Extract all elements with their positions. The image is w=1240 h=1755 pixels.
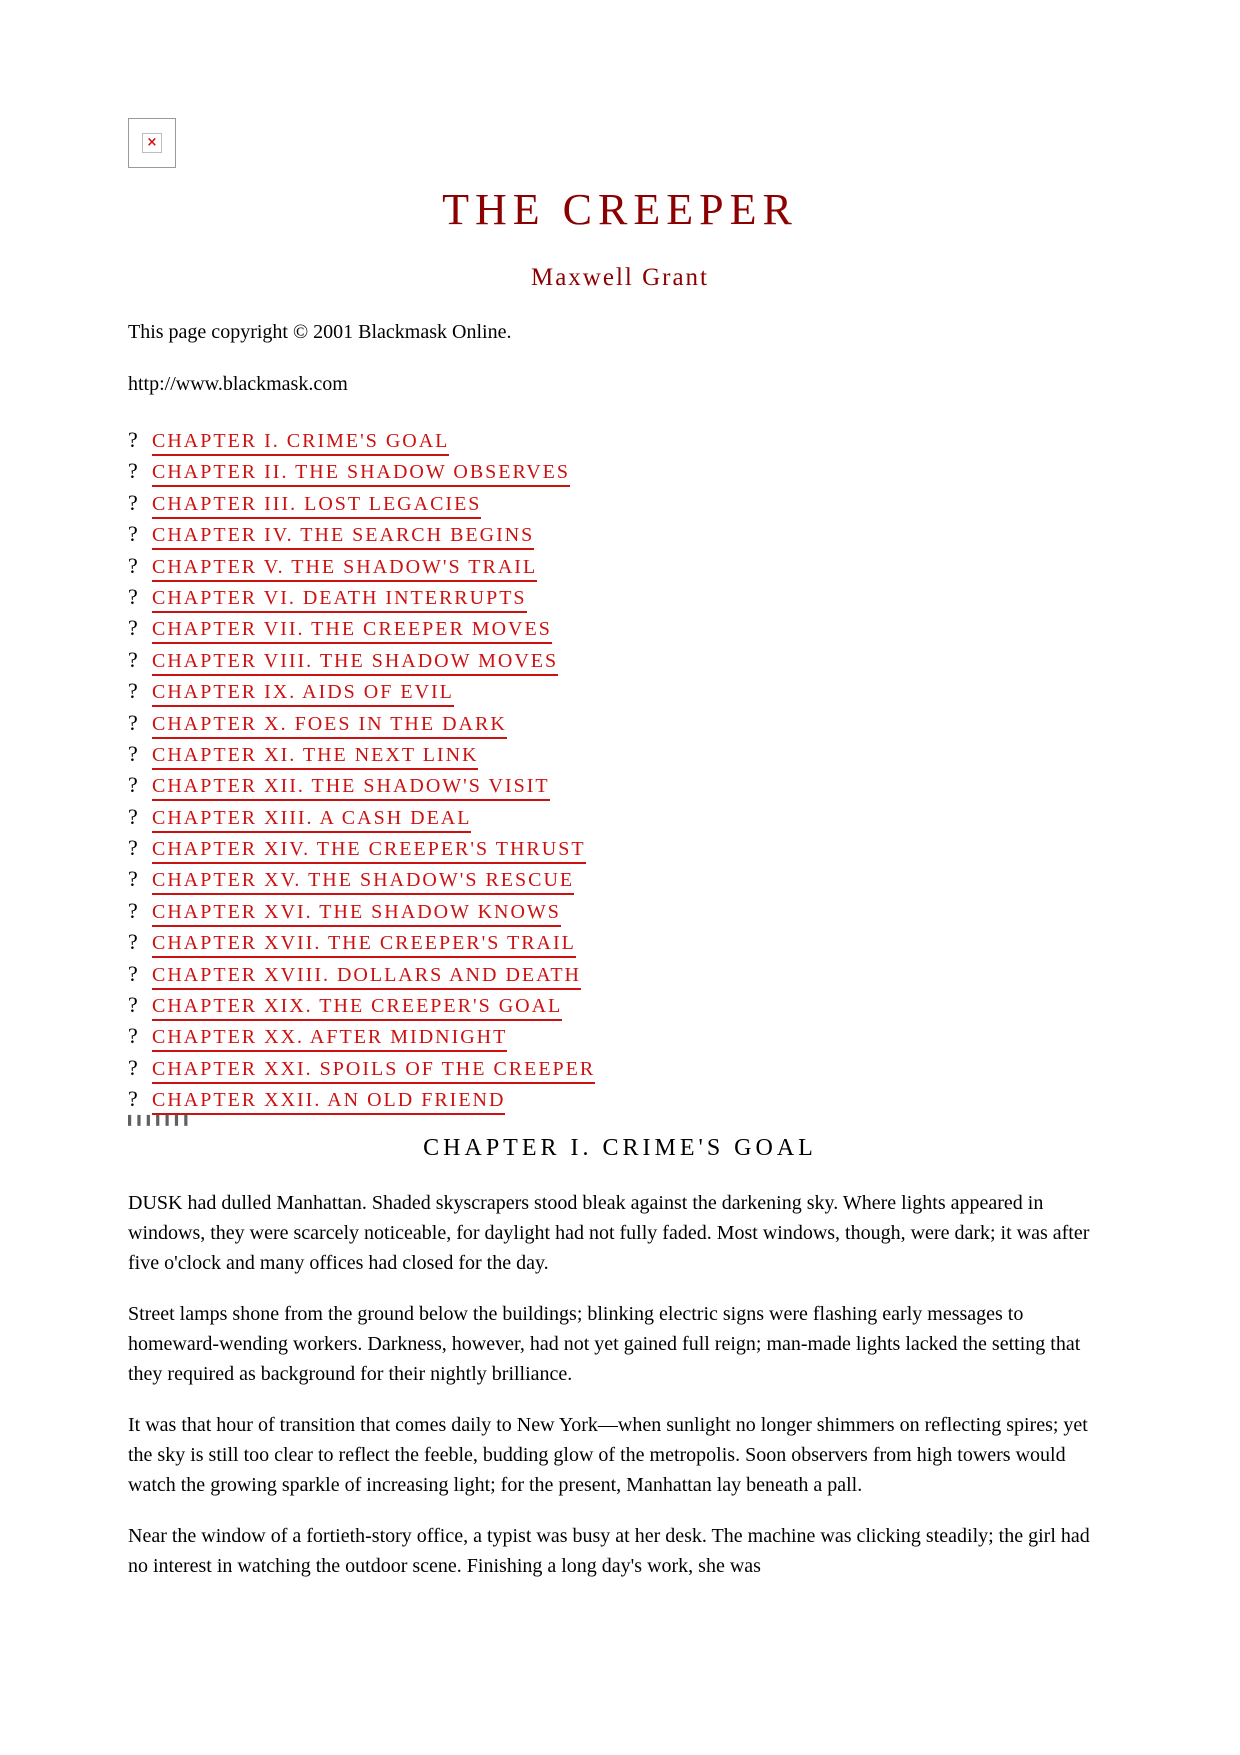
toc-item	[128, 520, 595, 551]
copyright-notice: This page copyright © 2001 Blackmask Online.	[128, 321, 512, 343]
toc-bullet: ?	[128, 646, 138, 672]
toc-chapter-link[interactable]: CHAPTER XVII. THE CREEPER'S TRAIL	[152, 932, 576, 958]
toc-bullet: ?	[128, 583, 138, 609]
toc-bullet: ?	[128, 929, 138, 955]
book-title: THE CREEPER	[442, 185, 798, 234]
chapter-body	[128, 1188, 1113, 1602]
toc-chapter-link[interactable]: CHAPTER XI. THE NEXT LINK	[152, 744, 478, 770]
toc-bullet: ?	[128, 427, 138, 452]
toc-chapter-link[interactable]: CHAPTER XIII. A CASH DEAL	[152, 807, 471, 833]
toc-item	[128, 960, 595, 991]
toc-chapter-link[interactable]: CHAPTER XVIII. DOLLARS AND DEATH	[152, 964, 581, 990]
toc-bullet: ?	[128, 521, 138, 547]
toc-item	[128, 1022, 595, 1053]
toc-bullet: ?	[128, 740, 138, 766]
toc-bullet: ?	[128, 1054, 138, 1080]
toc-chapter-link[interactable]: CHAPTER XIV. THE CREEPER'S THRUST	[152, 838, 586, 864]
site-url: http://www.blackmask.com	[128, 373, 348, 395]
toc-bullet: ?	[128, 1086, 138, 1112]
toc-chapter-link[interactable]: CHAPTER XXII. AN OLD FRIEND	[152, 1089, 505, 1115]
toc-item	[128, 1085, 595, 1116]
toc-chapter-link[interactable]: CHAPTER II. THE SHADOW OBSERVES	[152, 461, 570, 487]
toc-item	[128, 834, 595, 865]
body-paragraph: Street lamps shone from the ground below the buildings; blinking electric signs were flashing early messages to homeward-wending workers. Darkness, however, had not yet gained full reign; man-made lights lacked the setting that they required as background for their nightly brilliance.	[128, 1303, 1081, 1385]
toc-item	[128, 928, 595, 959]
toc-item	[128, 740, 595, 771]
toc-item	[128, 771, 595, 802]
toc-bullet: ?	[128, 960, 138, 986]
toc-chapter-link[interactable]: CHAPTER XVI. THE SHADOW KNOWS	[152, 901, 561, 927]
chapter-heading: CHAPTER I. CRIME'S GOAL	[423, 1135, 817, 1161]
toc-chapter-link[interactable]: CHAPTER V. THE SHADOW'S TRAIL	[152, 556, 537, 582]
table-of-contents	[128, 426, 595, 1117]
toc-chapter-link[interactable]: CHAPTER XIX. THE CREEPER'S GOAL	[152, 995, 562, 1021]
toc-bullet: ?	[128, 678, 138, 704]
toc-item	[128, 614, 595, 645]
toc-bullet: ?	[128, 1023, 138, 1049]
toc-bullet: ?	[128, 489, 138, 515]
broken-image-placeholder	[128, 118, 176, 168]
toc-bullet: ?	[128, 772, 138, 798]
toc-item	[128, 426, 595, 457]
toc-chapter-link[interactable]: CHAPTER IX. AIDS OF EVIL	[152, 681, 454, 707]
toc-item	[128, 677, 595, 708]
toc-bullet: ?	[128, 992, 138, 1018]
toc-chapter-link[interactable]: CHAPTER VIII. THE SHADOW MOVES	[152, 650, 558, 676]
toc-item	[128, 709, 595, 740]
toc-chapter-link[interactable]: CHAPTER VII. THE CREEPER MOVES	[152, 618, 552, 644]
clipped-text-fragment: ▌▌▌▌▌▌▌	[128, 1115, 194, 1125]
toc-chapter-link[interactable]: CHAPTER XX. AFTER MIDNIGHT	[152, 1026, 507, 1052]
toc-bullet: ?	[128, 615, 138, 641]
toc-bullet: ?	[128, 803, 138, 829]
toc-chapter-link[interactable]: CHAPTER VI. DEATH INTERRUPTS	[152, 587, 527, 613]
broken-image-icon: ×	[142, 133, 162, 153]
toc-bullet: ?	[128, 709, 138, 735]
toc-bullet: ?	[128, 835, 138, 861]
toc-chapter-link[interactable]: CHAPTER XXI. SPOILS OF THE CREEPER	[152, 1058, 595, 1084]
toc-item	[128, 897, 595, 928]
toc-item	[128, 457, 595, 488]
toc-item	[128, 991, 595, 1022]
toc-item	[128, 803, 595, 834]
toc-item	[128, 1054, 595, 1085]
toc-item	[128, 552, 595, 583]
toc-chapter-link[interactable]: CHAPTER X. FOES IN THE DARK	[152, 713, 507, 739]
toc-item	[128, 583, 595, 614]
toc-item	[128, 646, 595, 677]
toc-bullet: ?	[128, 552, 138, 578]
body-paragraph: It was that hour of transition that comes daily to New York—when sunlight no longer shimmers on reflecting spires; yet the sky is still too clear to reflect the feeble, budding glow of the metropolis. Soon observers from high towers would watch the growing sparkle of increasing light; for the present, Manhattan lay beneath a pall.	[128, 1414, 1088, 1496]
toc-chapter-link[interactable]: CHAPTER I. CRIME'S GOAL	[152, 430, 449, 456]
toc-chapter-link[interactable]: CHAPTER XV. THE SHADOW'S RESCUE	[152, 869, 574, 895]
toc-bullet: ?	[128, 897, 138, 923]
toc-chapter-link[interactable]: CHAPTER IV. THE SEARCH BEGINS	[152, 524, 534, 550]
toc-item	[128, 865, 595, 896]
book-author: Maxwell Grant	[530, 264, 710, 291]
body-paragraph: Near the window of a fortieth-story office, a typist was busy at her desk. The machine was clicking steadily; the girl had no interest in watching the outdoor scene. Finishing a long day's work, she was	[128, 1525, 1090, 1577]
toc-bullet: ?	[128, 866, 138, 892]
toc-chapter-link[interactable]: CHAPTER XII. THE SHADOW'S VISIT	[152, 775, 550, 801]
body-paragraph: DUSK had dulled Manhattan. Shaded skyscrapers stood bleak against the darkening sky. Where lights appeared in windows, they were scarcely noticeable, for daylight had not fully faded. Most windows, though, were dark; it was after five o'clock and many offices had closed for the day.	[128, 1192, 1090, 1274]
toc-bullet: ?	[128, 458, 138, 484]
toc-chapter-link[interactable]: CHAPTER III. LOST LEGACIES	[152, 493, 481, 519]
toc-item	[128, 489, 595, 520]
